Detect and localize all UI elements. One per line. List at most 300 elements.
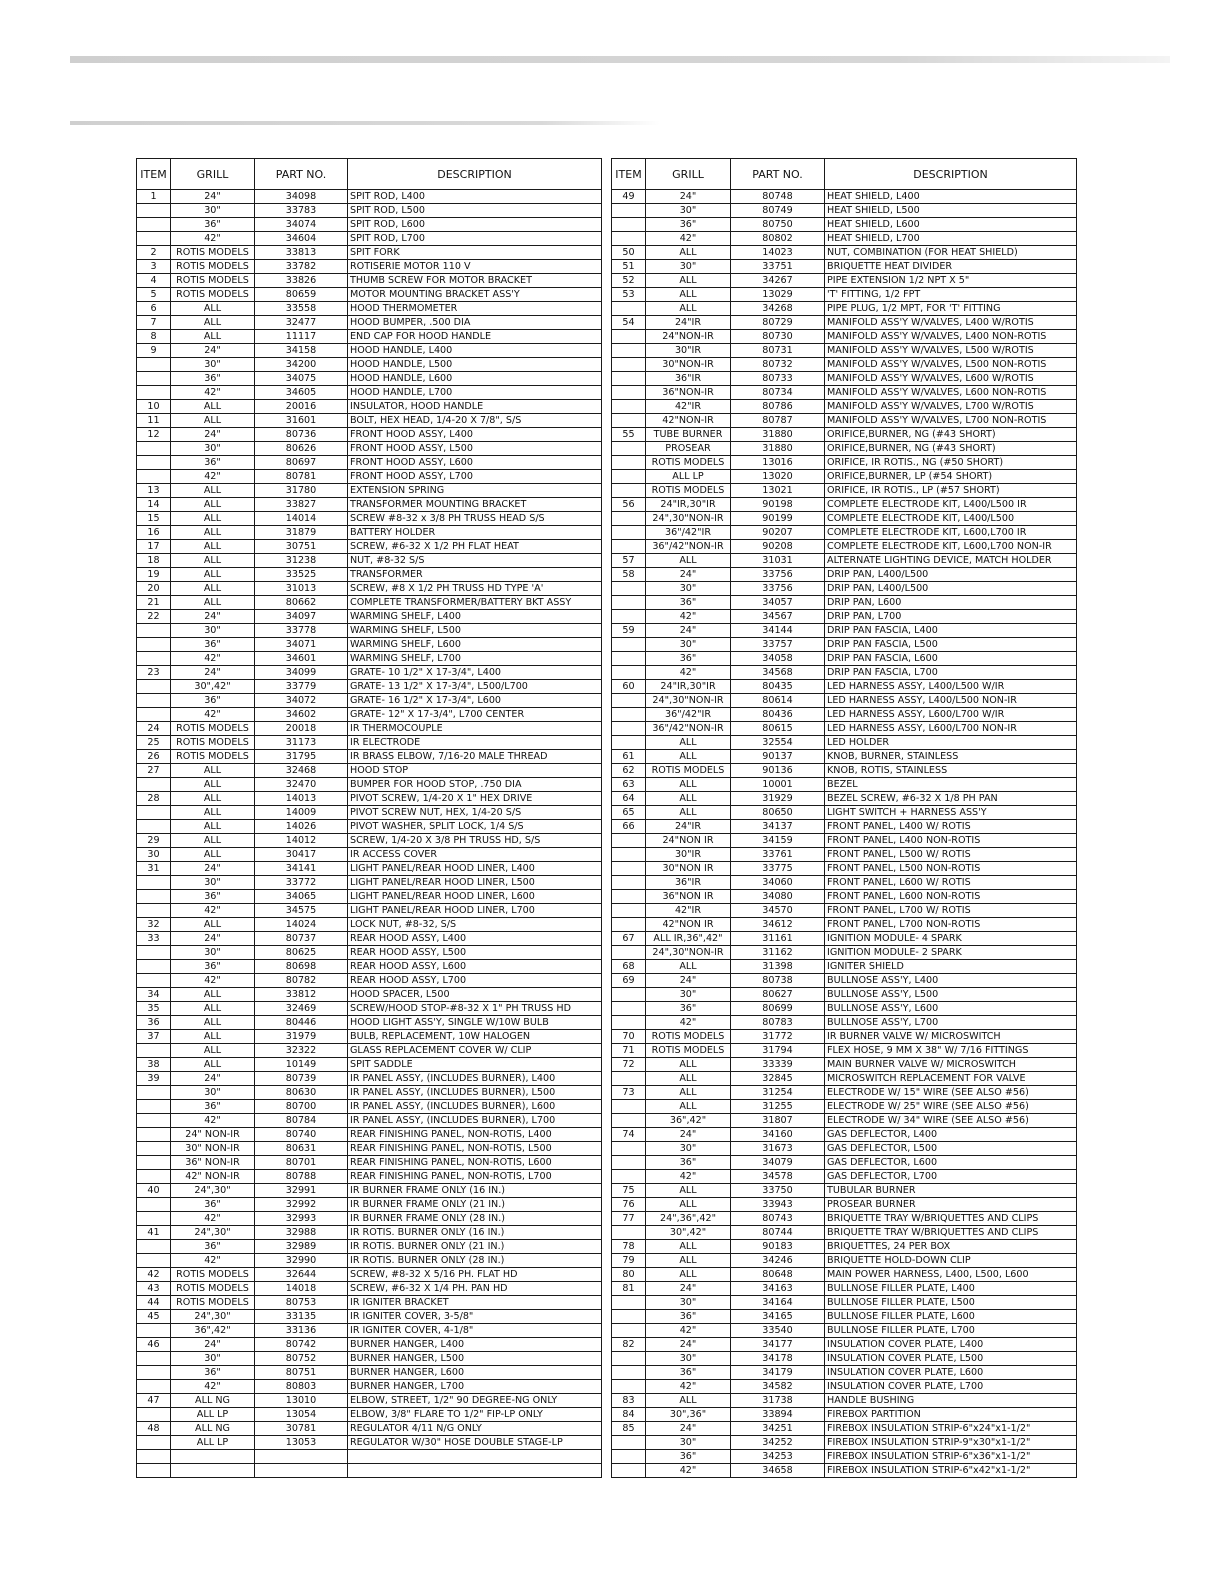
- item-cell: 60: [612, 680, 646, 694]
- description-cell: LIGHT PANEL/REAR HOOD LINER, L600: [348, 890, 602, 904]
- grill-cell: 24": [171, 190, 255, 204]
- table-row: [137, 1408, 602, 1422]
- description-cell: IR PANEL ASSY, (INCLUDES BURNER), L400: [348, 1072, 602, 1086]
- table-row: [137, 1198, 602, 1212]
- table-row: [612, 1058, 1077, 1072]
- table-row: [137, 358, 602, 372]
- grill-cell: 42": [171, 1380, 255, 1394]
- description-cell: HOOD BUMPER, .500 DIA: [348, 316, 602, 330]
- table-row: [137, 246, 602, 260]
- part-no-cell: 34605: [255, 386, 348, 400]
- item-cell: 15: [137, 512, 171, 526]
- part-no-cell: 80626: [255, 442, 348, 456]
- grill-cell: ALL: [171, 568, 255, 582]
- part-no-cell: 34163: [731, 1282, 825, 1296]
- part-no-cell: 34074: [255, 218, 348, 232]
- item-cell: [612, 1464, 646, 1478]
- description-cell: DRIP PAN FASCIA, L500: [825, 638, 1077, 652]
- item-cell: 84: [612, 1408, 646, 1422]
- part-no-cell: 33827: [255, 498, 348, 512]
- part-no-cell: 34065: [255, 890, 348, 904]
- grill-cell: ALL: [646, 778, 731, 792]
- grill-cell: 42": [171, 708, 255, 722]
- description-cell: ELBOW, STREET, 1/2" 90 DEGREE-NG ONLY: [348, 1394, 602, 1408]
- item-cell: 63: [612, 778, 646, 792]
- item-cell: 46: [137, 1338, 171, 1352]
- grill-cell: 42": [646, 1016, 731, 1030]
- part-no-cell: 34071: [255, 638, 348, 652]
- part-no-cell: 80614: [731, 694, 825, 708]
- description-cell: IR ROTIS. BURNER ONLY (28 IN.): [348, 1254, 602, 1268]
- table-row: [137, 1212, 602, 1226]
- grill-cell: ROTIS MODELS: [646, 1044, 731, 1058]
- part-no-cell: 32990: [255, 1254, 348, 1268]
- description-cell: FIREBOX PARTITION: [825, 1408, 1077, 1422]
- description-cell: PIPE EXTENSION 1/2 NPT X 5": [825, 274, 1077, 288]
- item-cell: [612, 638, 646, 652]
- item-cell: 28: [137, 792, 171, 806]
- part-no-cell: 30417: [255, 848, 348, 862]
- item-cell: [612, 1114, 646, 1128]
- table-row: [137, 596, 602, 610]
- grill-cell: 30",36": [646, 1408, 731, 1422]
- grill-cell: ALL: [171, 498, 255, 512]
- grill-cell: 36"IR: [646, 372, 731, 386]
- description-cell: HOOD HANDLE, L500: [348, 358, 602, 372]
- description-cell: BULLNOSE ASS'Y, L500: [825, 988, 1077, 1002]
- description-cell: TUBULAR BURNER: [825, 1184, 1077, 1198]
- part-no-cell: 80650: [731, 806, 825, 820]
- description-cell: MANIFOLD ASS'Y W/VALVES, L400 W/ROTIS: [825, 316, 1077, 330]
- table-row: [137, 204, 602, 218]
- table-row: [137, 1142, 602, 1156]
- part-no-cell: 32992: [255, 1198, 348, 1212]
- description-cell: ROTISERIE MOTOR 110 V: [348, 260, 602, 274]
- grill-cell: 30": [171, 358, 255, 372]
- description-cell: IGNITION MODULE- 4 SPARK: [825, 932, 1077, 946]
- part-no-cell: 14012: [255, 834, 348, 848]
- item-cell: [612, 386, 646, 400]
- description-cell: MANIFOLD ASS'Y W/VALVES, L700 NON-ROTIS: [825, 414, 1077, 428]
- table-row: [137, 694, 602, 708]
- table-row: [137, 1128, 602, 1142]
- item-cell: [137, 442, 171, 456]
- table-row: [612, 988, 1077, 1002]
- grill-cell: 30": [171, 1352, 255, 1366]
- item-cell: 38: [137, 1058, 171, 1072]
- item-cell: 16: [137, 526, 171, 540]
- grill-cell: 36"NON-IR: [646, 386, 731, 400]
- table-row: [612, 1170, 1077, 1184]
- grill-cell: 42": [171, 904, 255, 918]
- table-row: [137, 722, 602, 736]
- item-cell: 66: [612, 820, 646, 834]
- table-row: [612, 1366, 1077, 1380]
- part-no-cell: 80627: [731, 988, 825, 1002]
- table-row: [612, 1184, 1077, 1198]
- part-no-cell: 34251: [731, 1422, 825, 1436]
- grill-cell: ALL: [171, 764, 255, 778]
- grill-cell: ALL: [171, 554, 255, 568]
- grill-cell: ALL: [646, 1240, 731, 1254]
- item-cell: 64: [612, 792, 646, 806]
- table-row: [612, 918, 1077, 932]
- table-row: [612, 344, 1077, 358]
- grill-cell: ALL LP: [171, 1408, 255, 1422]
- grill-cell: 36"NON IR: [646, 890, 731, 904]
- item-cell: [137, 1142, 171, 1156]
- description-cell: BURNER HANGER, L400: [348, 1338, 602, 1352]
- part-no-cell: 30751: [255, 540, 348, 554]
- grill-cell: 24": [646, 1422, 731, 1436]
- part-no-cell: 80734: [731, 386, 825, 400]
- part-no-cell: 34267: [731, 274, 825, 288]
- table-row: [137, 1464, 602, 1478]
- grill-cell: 24",30"NON-IR: [646, 512, 731, 526]
- item-cell: 78: [612, 1240, 646, 1254]
- description-cell: MANIFOLD ASS'Y W/VALVES, L700 W/ROTIS: [825, 400, 1077, 414]
- description-cell: DRIP PAN, L600: [825, 596, 1077, 610]
- description-cell: ELBOW, 3/8" FLARE TO 1/2" FIP-LP ONLY: [348, 1408, 602, 1422]
- grill-cell: 24": [171, 1338, 255, 1352]
- part-no-cell: 31879: [255, 526, 348, 540]
- part-no-cell: 33813: [255, 246, 348, 260]
- item-cell: [137, 1212, 171, 1226]
- item-cell: [612, 736, 646, 750]
- description-cell: MAIN POWER HARNESS, L400, L500, L600: [825, 1268, 1077, 1282]
- table-row: [612, 1002, 1077, 1016]
- part-no-cell: 80631: [255, 1142, 348, 1156]
- grill-cell: ROTIS MODELS: [171, 1282, 255, 1296]
- item-cell: 56: [612, 498, 646, 512]
- part-no-cell: 34158: [255, 344, 348, 358]
- part-no-cell: 13029: [731, 288, 825, 302]
- grill-cell: 30": [646, 260, 731, 274]
- part-no-cell: 34567: [731, 610, 825, 624]
- description-cell: WARMING SHELF, L500: [348, 624, 602, 638]
- grill-cell: ROTIS MODELS: [171, 1268, 255, 1282]
- table-row: [137, 1002, 602, 1016]
- description-cell: ORIFICE, IR ROTIS., NG (#50 SHORT): [825, 456, 1077, 470]
- table-row: [612, 1142, 1077, 1156]
- table-row: [612, 904, 1077, 918]
- description-cell: 'T' FITTING, 1/2 FPT: [825, 288, 1077, 302]
- part-no-cell: 34165: [731, 1310, 825, 1324]
- table-row: [137, 1226, 602, 1240]
- part-no-cell: 80749: [731, 204, 825, 218]
- table-row: [137, 1296, 602, 1310]
- table-row: [137, 946, 602, 960]
- table-row: [612, 428, 1077, 442]
- item-cell: 41: [137, 1226, 171, 1240]
- part-no-cell: 32989: [255, 1240, 348, 1254]
- table-row: [137, 708, 602, 722]
- part-no-cell: 80782: [255, 974, 348, 988]
- item-cell: [137, 218, 171, 232]
- item-cell: [137, 708, 171, 722]
- description-cell: REAR HOOD ASSY, L400: [348, 932, 602, 946]
- description-cell: THUMB SCREW FOR MOTOR BRACKET: [348, 274, 602, 288]
- grill-cell: ALL IR,36",42": [646, 932, 731, 946]
- part-no-cell: 80802: [731, 232, 825, 246]
- grill-cell: 24": [171, 932, 255, 946]
- description-cell: LIGHT SWITCH + HARNESS ASS'Y: [825, 806, 1077, 820]
- description-cell: LED HARNESS ASSY, L600/L700 NON-IR: [825, 722, 1077, 736]
- description-cell: LOCK NUT, #8-32, S/S: [348, 918, 602, 932]
- grill-cell: 30": [171, 876, 255, 890]
- description-cell: BULLNOSE FILLER PLATE, L700: [825, 1324, 1077, 1338]
- description-cell: FIREBOX INSULATION STRIP-6"x36"x1-1/2": [825, 1450, 1077, 1464]
- grill-cell: 30": [646, 638, 731, 652]
- part-no-cell: 31601: [255, 414, 348, 428]
- item-cell: 31: [137, 862, 171, 876]
- description-cell: HOOD HANDLE, L700: [348, 386, 602, 400]
- grill-cell: 30",42": [646, 1226, 731, 1240]
- table-row: [137, 736, 602, 750]
- description-cell: GAS DEFLECTOR, L500: [825, 1142, 1077, 1156]
- part-no-cell: 80697: [255, 456, 348, 470]
- grill-cell: 24",30": [171, 1184, 255, 1198]
- part-no-cell: 31254: [731, 1086, 825, 1100]
- description-cell: PIPE PLUG, 1/2 MPT, FOR 'T' FITTING: [825, 302, 1077, 316]
- grill-cell: 24",30"NON-IR: [646, 946, 731, 960]
- grill-cell: 24"NON IR: [646, 834, 731, 848]
- description-cell: REAR HOOD ASSY, L500: [348, 946, 602, 960]
- item-cell: 62: [612, 764, 646, 778]
- part-no-cell: 31807: [731, 1114, 825, 1128]
- grill-cell: 24"IR: [646, 316, 731, 330]
- description-cell: ORIFICE,BURNER, LP (#54 SHORT): [825, 470, 1077, 484]
- grill-cell: 24": [646, 190, 731, 204]
- table-row: [137, 582, 602, 596]
- item-cell: [137, 624, 171, 638]
- part-no-cell: 32468: [255, 764, 348, 778]
- table-row: [612, 456, 1077, 470]
- item-cell: [137, 232, 171, 246]
- table-row: [137, 1100, 602, 1114]
- item-cell: [612, 1002, 646, 1016]
- item-cell: [612, 218, 646, 232]
- grill-cell: 24": [171, 862, 255, 876]
- description-cell: BULLNOSE ASS'Y, L400: [825, 974, 1077, 988]
- table-row: [612, 1380, 1077, 1394]
- grill-cell: 30": [171, 946, 255, 960]
- part-no-cell: 80436: [731, 708, 825, 722]
- table-row: [612, 1394, 1077, 1408]
- table-row: [612, 1128, 1077, 1142]
- part-no-cell: 80750: [731, 218, 825, 232]
- description-cell: BURNER HANGER, L700: [348, 1380, 602, 1394]
- table-row: [612, 638, 1077, 652]
- table-row: [612, 1254, 1077, 1268]
- table-row: [137, 400, 602, 414]
- description-cell: BULLNOSE FILLER PLATE, L600: [825, 1310, 1077, 1324]
- item-cell: 21: [137, 596, 171, 610]
- part-no-cell: 30781: [255, 1422, 348, 1436]
- item-cell: [612, 694, 646, 708]
- description-cell: INSULATOR, HOOD HANDLE: [348, 400, 602, 414]
- grill-cell: 36": [171, 694, 255, 708]
- part-no-cell: 13053: [255, 1436, 348, 1450]
- table-row: [612, 1352, 1077, 1366]
- table-row: [137, 512, 602, 526]
- part-no-cell: 80740: [255, 1128, 348, 1142]
- description-cell: IR ELECTRODE: [348, 736, 602, 750]
- part-no-cell: 32644: [255, 1268, 348, 1282]
- item-cell: [137, 1240, 171, 1254]
- description-cell: IR BURNER VALVE W/ MICROSWITCH: [825, 1030, 1077, 1044]
- description-cell: FRONT PANEL, L400 W/ ROTIS: [825, 820, 1077, 834]
- item-cell: [137, 694, 171, 708]
- part-no-cell: 31673: [731, 1142, 825, 1156]
- item-cell: [137, 876, 171, 890]
- description-cell: BATTERY HOLDER: [348, 526, 602, 540]
- item-cell: [137, 1450, 171, 1464]
- item-cell: 47: [137, 1394, 171, 1408]
- description-cell: FRONT PANEL, L600 W/ ROTIS: [825, 876, 1077, 890]
- table-row: [137, 1282, 602, 1296]
- parts-table-right: [611, 158, 1077, 1478]
- grill-cell: 30": [646, 1436, 731, 1450]
- table-row: [137, 386, 602, 400]
- part-no-cell: 80731: [731, 344, 825, 358]
- grill-cell: ALL: [171, 596, 255, 610]
- item-cell: 3: [137, 260, 171, 274]
- description-cell: KNOB, ROTIS, STAINLESS: [825, 764, 1077, 778]
- table-row: [137, 806, 602, 820]
- item-cell: [137, 1408, 171, 1422]
- table-row: [612, 820, 1077, 834]
- description-cell: BRIQUETTE TRAY W/BRIQUETTES AND CLIPS: [825, 1212, 1077, 1226]
- item-cell: 35: [137, 1002, 171, 1016]
- table-row: [137, 274, 602, 288]
- part-no-cell: 10149: [255, 1058, 348, 1072]
- grill-cell: 24",30": [171, 1310, 255, 1324]
- item-cell: [612, 456, 646, 470]
- grill-cell: ALL: [171, 1030, 255, 1044]
- grill-cell: 30": [171, 204, 255, 218]
- table-row: [612, 414, 1077, 428]
- grill-cell: 30": [646, 1296, 731, 1310]
- table-row: [137, 260, 602, 274]
- table-row: [137, 316, 602, 330]
- table-row: [137, 414, 602, 428]
- grill-cell: 42"NON IR: [646, 918, 731, 932]
- item-cell: [137, 204, 171, 218]
- part-no-cell: 14026: [255, 820, 348, 834]
- grill-cell: 42": [171, 652, 255, 666]
- table-row: [612, 218, 1077, 232]
- part-no-cell: 80625: [255, 946, 348, 960]
- item-cell: 36: [137, 1016, 171, 1030]
- grill-cell: 36": [171, 638, 255, 652]
- item-cell: 29: [137, 834, 171, 848]
- grill-cell: 42" NON-IR: [171, 1170, 255, 1184]
- grill-cell: ALL: [646, 792, 731, 806]
- table-row: [612, 330, 1077, 344]
- description-cell: BULLNOSE ASS'Y, L600: [825, 1002, 1077, 1016]
- table-row: [612, 1408, 1077, 1422]
- part-no-cell: 34080: [731, 890, 825, 904]
- part-no-cell: 34268: [731, 302, 825, 316]
- table-row: [612, 1086, 1077, 1100]
- table-row: [612, 1100, 1077, 1114]
- grill-cell: ROTIS MODELS: [171, 246, 255, 260]
- part-no-cell: 33826: [255, 274, 348, 288]
- item-cell: [612, 526, 646, 540]
- grill-cell: 24": [646, 624, 731, 638]
- table-row: [137, 456, 602, 470]
- item-cell: [612, 904, 646, 918]
- item-cell: 32: [137, 918, 171, 932]
- grill-cell: ALL: [171, 582, 255, 596]
- part-no-cell: 80751: [255, 1366, 348, 1380]
- item-cell: [137, 974, 171, 988]
- part-no-cell: 33778: [255, 624, 348, 638]
- description-cell: SPIT SADDLE: [348, 1058, 602, 1072]
- part-no-cell: 33756: [731, 568, 825, 582]
- table-row: [137, 1310, 602, 1324]
- description-cell: ELECTRODE W/ 25" WIRE (SEE ALSO #56): [825, 1100, 1077, 1114]
- grill-cell: ALL: [646, 750, 731, 764]
- part-no-cell: 90137: [731, 750, 825, 764]
- item-cell: [137, 652, 171, 666]
- part-no-cell: 33783: [255, 204, 348, 218]
- description-cell: FRONT PANEL, L700 NON-ROTIS: [825, 918, 1077, 932]
- table-row: [612, 666, 1077, 680]
- description-cell: BRIQUETTE HEAT DIVIDER: [825, 260, 1077, 274]
- description-cell: ORIFICE,BURNER, NG (#43 SHORT): [825, 442, 1077, 456]
- grill-cell: ALL: [646, 960, 731, 974]
- part-no-cell: 13016: [731, 456, 825, 470]
- part-no-cell: 80742: [255, 1338, 348, 1352]
- item-cell: 7: [137, 316, 171, 330]
- grill-cell: 24": [646, 1338, 731, 1352]
- part-no-cell: 80788: [255, 1170, 348, 1184]
- description-cell: EXTENSION SPRING: [348, 484, 602, 498]
- grill-cell: 36",42": [646, 1114, 731, 1128]
- description-cell: IGNITION MODULE- 2 SPARK: [825, 946, 1077, 960]
- item-cell: 58: [612, 568, 646, 582]
- table-row: [612, 848, 1077, 862]
- grill-cell: ROTIS MODELS: [171, 750, 255, 764]
- grill-cell: ALL: [646, 736, 731, 750]
- item-cell: [612, 512, 646, 526]
- grill-cell: 36": [171, 456, 255, 470]
- part-no-cell: 80752: [255, 1352, 348, 1366]
- item-cell: 42: [137, 1268, 171, 1282]
- grill-cell: 24"NON-IR: [646, 330, 731, 344]
- description-cell: WARMING SHELF, L400: [348, 610, 602, 624]
- item-cell: [137, 1100, 171, 1114]
- item-cell: 68: [612, 960, 646, 974]
- grill-cell: PROSEAR: [646, 442, 731, 456]
- table-row: [137, 344, 602, 358]
- grill-header: GRILL: [171, 159, 255, 190]
- table-row: [612, 582, 1077, 596]
- part-no-cell: 31880: [731, 442, 825, 456]
- grill-cell: ROTIS MODELS: [171, 722, 255, 736]
- part-no-cell: 34160: [731, 1128, 825, 1142]
- description-cell: LED HARNESS ASSY, L600/L700 W/IR: [825, 708, 1077, 722]
- item-header: ITEM: [137, 159, 171, 190]
- table-row: [137, 666, 602, 680]
- item-cell: 9: [137, 344, 171, 358]
- description-cell: PIVOT SCREW, 1/4-20 X 1" HEX DRIVE: [348, 792, 602, 806]
- item-cell: 19: [137, 568, 171, 582]
- item-cell: [137, 1114, 171, 1128]
- item-cell: [612, 708, 646, 722]
